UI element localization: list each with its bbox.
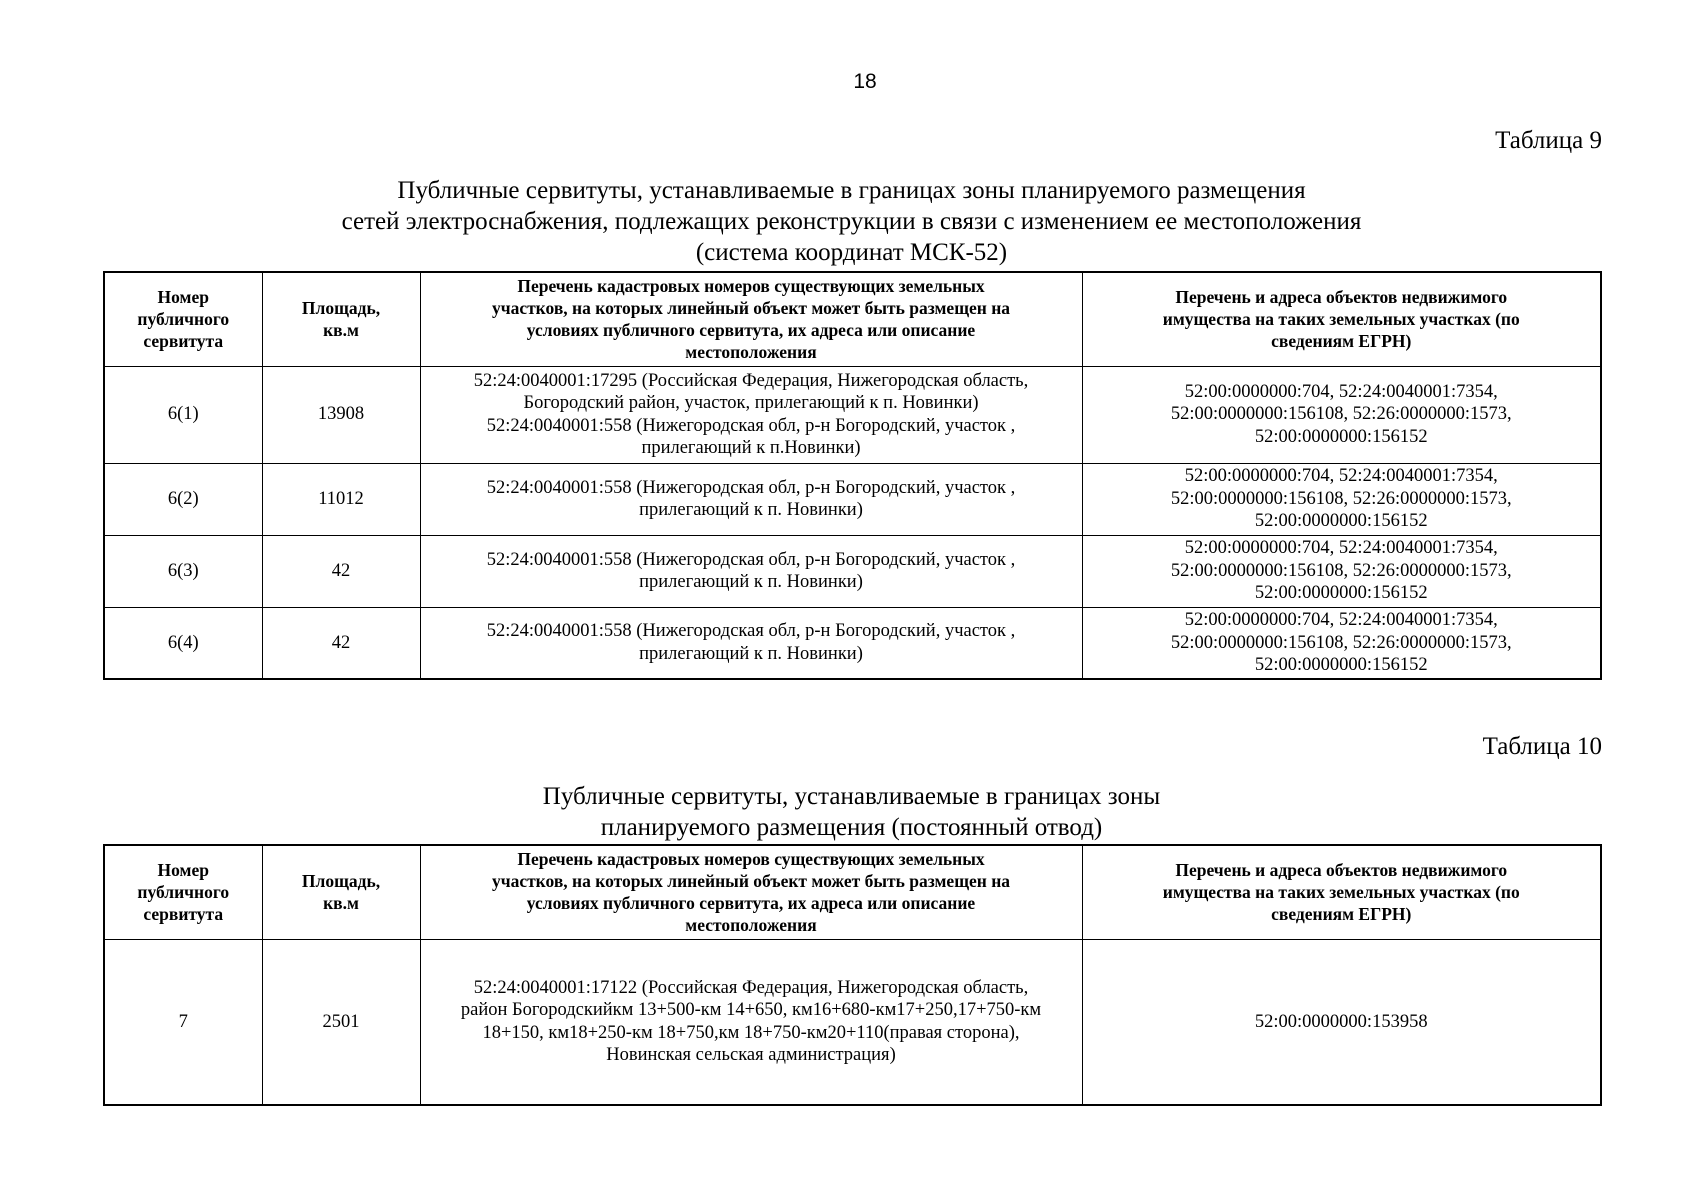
cell-objects: 52:00:0000000:153958: [1082, 939, 1601, 1105]
table-10-label: Таблица 10: [1482, 733, 1602, 760]
table-row: [104, 463, 1601, 535]
cell-area: 42: [262, 535, 420, 607]
cell-objects: 52:00:0000000:704, 52:24:0040001:7354, 52:00:0000000:156108, 52:26:0000000:1573, 52:00:0000000:156152: [1082, 607, 1601, 679]
caption-line: сетей электроснабжения, подлежащих реконструкции в связи с изменением ее местоположения: [341, 208, 1362, 235]
header-parcels: Перечень кадастровых номеров существующих земельных участков, на которых линейный объект может быть размещен на условиях публичного сервитута, их адреса или описание местоположения: [420, 845, 1082, 939]
page-number: 18: [853, 70, 877, 93]
header-objects: Перечень и адреса объектов недвижимого имущества на таких земельных участках (по сведениям ЕГРН): [1082, 845, 1601, 939]
cell-objects: 52:00:0000000:704, 52:24:0040001:7354, 52:00:0000000:156108, 52:26:0000000:1573, 52:00:0000000:156152: [1082, 463, 1601, 535]
table-10: [103, 844, 1602, 1106]
cell-parcels: 52:24:0040001:558 (Нижегородская обл, р-н Богородский, участок , прилегающий к п. Новинки): [420, 535, 1082, 607]
cell-objects: 52:00:0000000:704, 52:24:0040001:7354, 52:00:0000000:156108, 52:26:0000000:1573, 52:00:0000000:156152: [1082, 366, 1601, 463]
caption-line: Публичные сервитуты, устанавливаемые в границах зоны планируемого размещения: [397, 177, 1306, 204]
cell-area: 11012: [262, 463, 420, 535]
cell-number: 6(1): [104, 366, 262, 463]
caption-line: (система координат МСК-52): [695, 239, 1008, 266]
header-row: [104, 845, 1601, 939]
table-row: [104, 366, 1601, 463]
caption-line: планируемого размещения (постоянный отвод): [600, 814, 1103, 841]
table-9-label: Таблица 9: [1495, 127, 1602, 154]
table-9: [103, 271, 1602, 680]
header-objects: Перечень и адреса объектов недвижимого имущества на таких земельных участках (по сведениям ЕГРН): [1082, 272, 1601, 366]
table-10-caption: [103, 781, 1600, 843]
cell-parcels: 52:24:0040001:558 (Нижегородская обл, р-н Богородский, участок , прилегающий к п. Новинки): [420, 463, 1082, 535]
cell-number: 6(3): [104, 535, 262, 607]
header-parcels: Перечень кадастровых номеров существующих земельных участков, на которых линейный объект может быть размещен на условиях публичного сервитута, их адреса или описание местоположения: [420, 272, 1082, 366]
cell-objects: 52:00:0000000:704, 52:24:0040001:7354, 52:00:0000000:156108, 52:26:0000000:1573, 52:00:0000000:156152: [1082, 535, 1601, 607]
caption-line: Публичные сервитуты, устанавливаемые в границах зоны: [542, 783, 1161, 810]
cell-number: 7: [104, 939, 262, 1105]
header-area: Площадь, кв.м: [262, 845, 420, 939]
cell-parcels: 52:24:0040001:17122 (Российская Федерация, Нижегородская область, район Богородскийкм 13+500-км 14+650, км16+680-км17+250,17+750-км 18+150, км18+250-км 18+750,км 18+750-км20+110(правая сторона), Новинская сельская администрация): [420, 939, 1082, 1105]
table-row: [104, 607, 1601, 679]
table-row: [104, 939, 1601, 1105]
cell-parcels: 52:24:0040001:17295 (Российская Федерация, Нижегородская область, Богородский район, участок, прилегающий к п. Новинки) 52:24:0040001:558 (Нижегородская обл, р-н Богородский, участок , прилегающий к п.Новинки): [420, 366, 1082, 463]
cell-area: 2501: [262, 939, 420, 1105]
cell-number: 6(2): [104, 463, 262, 535]
cell-area: 13908: [262, 366, 420, 463]
cell-parcels: 52:24:0040001:558 (Нижегородская обл, р-н Богородский, участок , прилегающий к п. Новинки): [420, 607, 1082, 679]
table-9-caption: [103, 175, 1600, 268]
header-number: Номер публичного сервитута: [104, 272, 262, 366]
header-number: Номер публичного сервитута: [104, 845, 262, 939]
header-area: Площадь, кв.м: [262, 272, 420, 366]
header-row: [104, 272, 1601, 366]
cell-number: 6(4): [104, 607, 262, 679]
cell-area: 42: [262, 607, 420, 679]
table-row: [104, 535, 1601, 607]
